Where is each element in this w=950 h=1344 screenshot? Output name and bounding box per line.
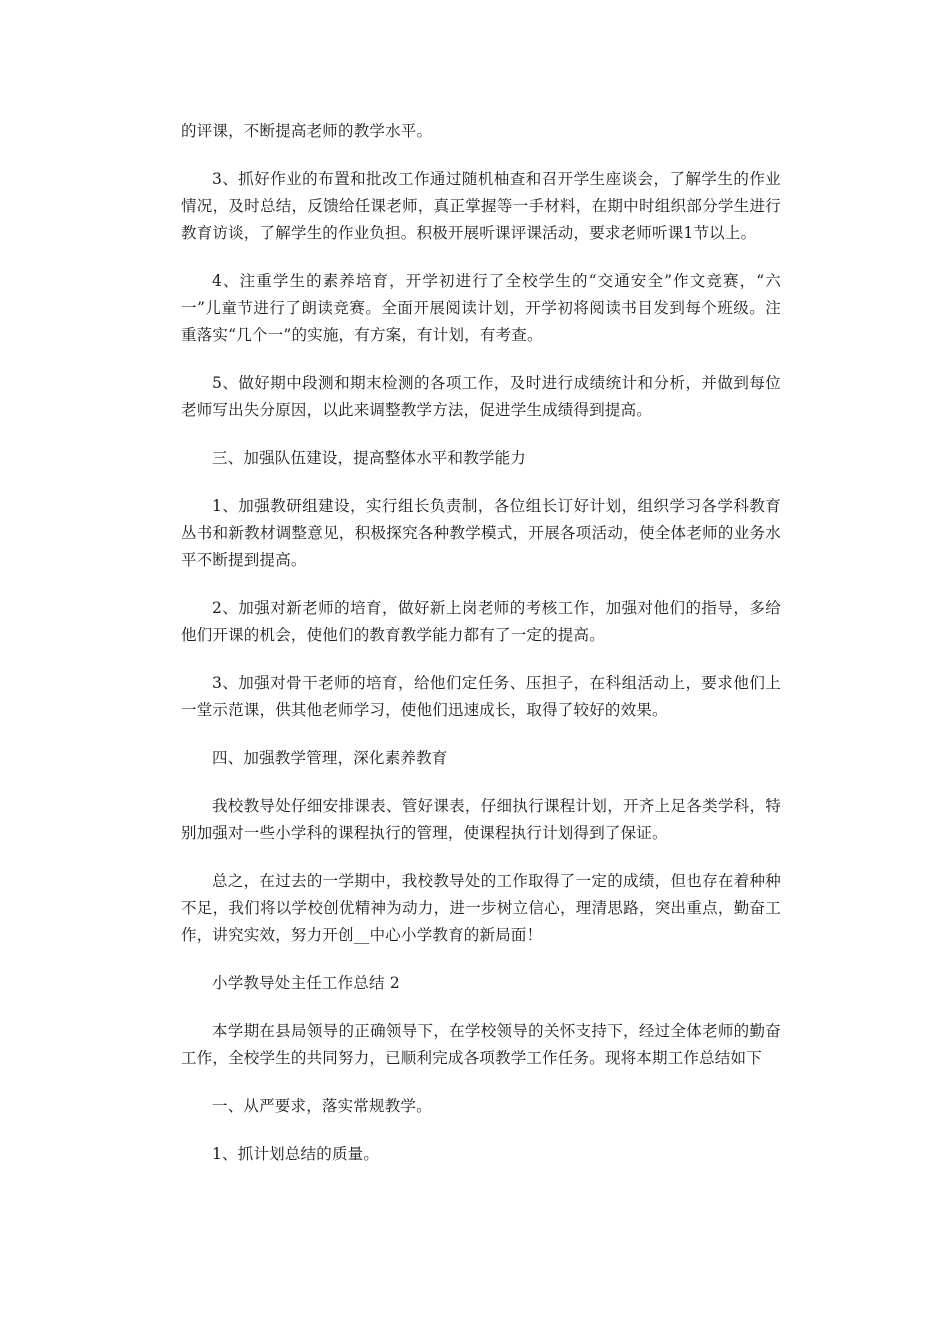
paragraph-introduction: 本学期在县局领导的正确领导下，在学校领导的关怀支持下，经过全体老师的勤奋工作，全校学生的共同努力，已顺利完成各项教学工作任务。现将本期工作总结如下 (181, 1022, 781, 1067)
paragraph-continuation: 的评课，不断提高老师的教学水平。 (181, 122, 433, 140)
paragraph-item-2-new-teachers: 2、加强对新老师的培育，做好新上岗老师的考核工作，加强对他们的指导，多给他们开课的机会，使他们的教育教学能力都有了一定的提高。 (181, 599, 781, 644)
document-section-title: 小学教导处主任工作总结 2 (212, 974, 400, 992)
document-body (181, 118, 781, 1189)
paragraph-item-5-testing: 5、做好期中段测和期末检测的各项工作，及时进行成绩统计和分析，并做到每位老师写出失分原因，以此来调整教学方法，促进学生成绩得到提高。 (181, 374, 781, 419)
section-heading-three: 三、加强队伍建设，提高整体水平和教学能力 (212, 449, 527, 467)
paragraph-item-3-key-teachers: 3、加强对骨干老师的培育，给他们定任务、压担子，在科组活动上，要求他们上一堂示范课，供其他老师学习，使他们迅速成长，取得了较好的效果。 (181, 674, 781, 719)
paragraph-item-3-homework: 3、抓好作业的布置和批改工作通过随机柚查和召开学生座谈会，了解学生的作业情况，及时总结，反馈给任课老师，真正掌握等一手材料，在期中时组织部分学生进行教育访谈，了解学生的作业负担。积极开展听课评课活动，要求老师听课1节以上。 (181, 170, 781, 242)
paragraph-conclusion: 总之，在过去的一学期中，我校教导处的工作取得了一定的成绩，但也存在着种种不足，我们将以学校创优精神为动力，进一步树立信心，理清思路，突出重点，勤奋工作，讲究实效，努力开创__中心小学教育的新局面！ (181, 872, 781, 944)
paragraph-item-1-plans: 1、抓计划总结的质量。 (212, 1145, 380, 1163)
paragraph-item-4-literacy: 4、注重学生的素养培育，开学初进行了全校学生的“交通安全”作文竞赛，“六一”儿童节进行了朗读竞赛。全面开展阅读计划，开学初将阅读书目发到每个班级。注重落实“几个一”的实施，有方案，有计划，有考查。 (181, 272, 781, 344)
section-heading-one: 一、从严要求，落实常规教学。 (212, 1097, 432, 1115)
paragraph-curriculum: 我校教导处仔细安排课表、管好课表，仔细执行课程计划，开齐上足各类学科，特别加强对一些小学科的课程执行的管理，使课程执行计划得到了保证。 (181, 797, 781, 842)
paragraph-item-1-research-groups: 1、加强教研组建设，实行组长负责制，各位组长订好计划，组织学习各学科教育丛书和新教材调整意见，积极探究各种教学模式，开展各项活动，使全体老师的业务水平不断提到提高。 (181, 497, 781, 569)
section-heading-four: 四、加强教学管理，深化素养教育 (212, 749, 448, 767)
